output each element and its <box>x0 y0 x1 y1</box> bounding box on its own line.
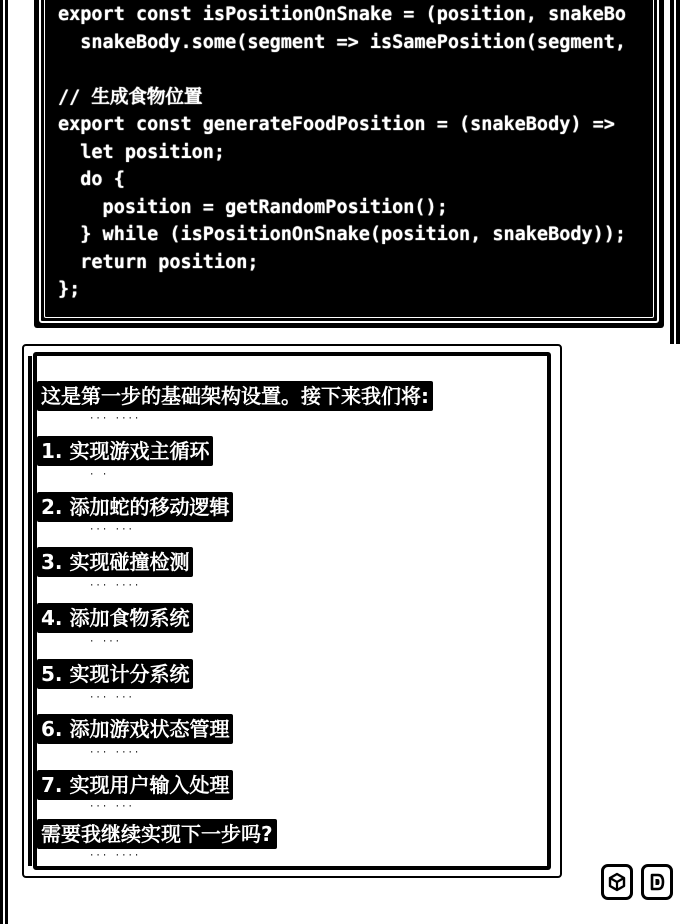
step-item: 7. 实现用户输入处理 <box>37 770 233 800</box>
separator-dots: ··· ··· <box>89 693 134 703</box>
code-line: return position; <box>58 251 259 273</box>
separator-dots: · ··· <box>89 637 122 647</box>
separator-dots: ··· ··· <box>89 525 134 535</box>
message-content <box>33 352 551 870</box>
separator-dots: ··· ··· <box>89 802 134 812</box>
package-glyph <box>607 872 627 892</box>
code-comment-line: // 生成食物位置 <box>58 86 203 108</box>
code-line: export const generateFoodPosition = (snakeBody) => <box>58 114 615 135</box>
code-line: position = getRandomPosition(); <box>58 196 448 218</box>
step-item: 4. 添加食物系统 <box>37 603 193 633</box>
package-icon[interactable] <box>601 864 633 900</box>
code-line: }; <box>58 279 81 300</box>
code-line: export const isPositionOnSnake = (position, snakeBo <box>58 4 627 25</box>
code-line: snakeBody.some(segment => isSamePosition(segment, <box>58 31 627 53</box>
separator-dots: ··· ···· <box>89 414 141 424</box>
code-block <box>34 0 664 328</box>
separator-dots: · · <box>89 470 109 480</box>
right-scroll-rail <box>670 0 680 344</box>
step-item: 5. 实现计分系统 <box>37 659 193 689</box>
document-icon[interactable] <box>641 864 673 900</box>
left-scroll-rail <box>0 0 8 924</box>
message-closing: 需要我继续实现下一步吗? <box>37 819 277 849</box>
code-lines <box>58 1 648 301</box>
separator-dots: ··· ···· <box>89 748 141 758</box>
separator-dots: ··· ···· <box>89 581 141 591</box>
step-item: 6. 添加游戏状态管理 <box>37 714 233 744</box>
separator-dots: ··· ···· <box>89 851 141 861</box>
code-line <box>58 56 648 84</box>
message-intro: 这是第一步的基础架构设置。接下来我们将: <box>37 381 433 411</box>
code-line: do { <box>58 169 125 190</box>
step-item: 2. 添加蛇的移动逻辑 <box>37 492 233 522</box>
code-line: } while (isPositionOnSnake(position, snakeBody)); <box>58 224 627 245</box>
assistant-message <box>22 344 562 878</box>
code-line: let position; <box>58 141 226 163</box>
step-item: 3. 实现碰撞检测 <box>37 547 193 577</box>
document-glyph <box>647 872 667 892</box>
step-item: 1. 实现游戏主循环 <box>37 436 213 466</box>
